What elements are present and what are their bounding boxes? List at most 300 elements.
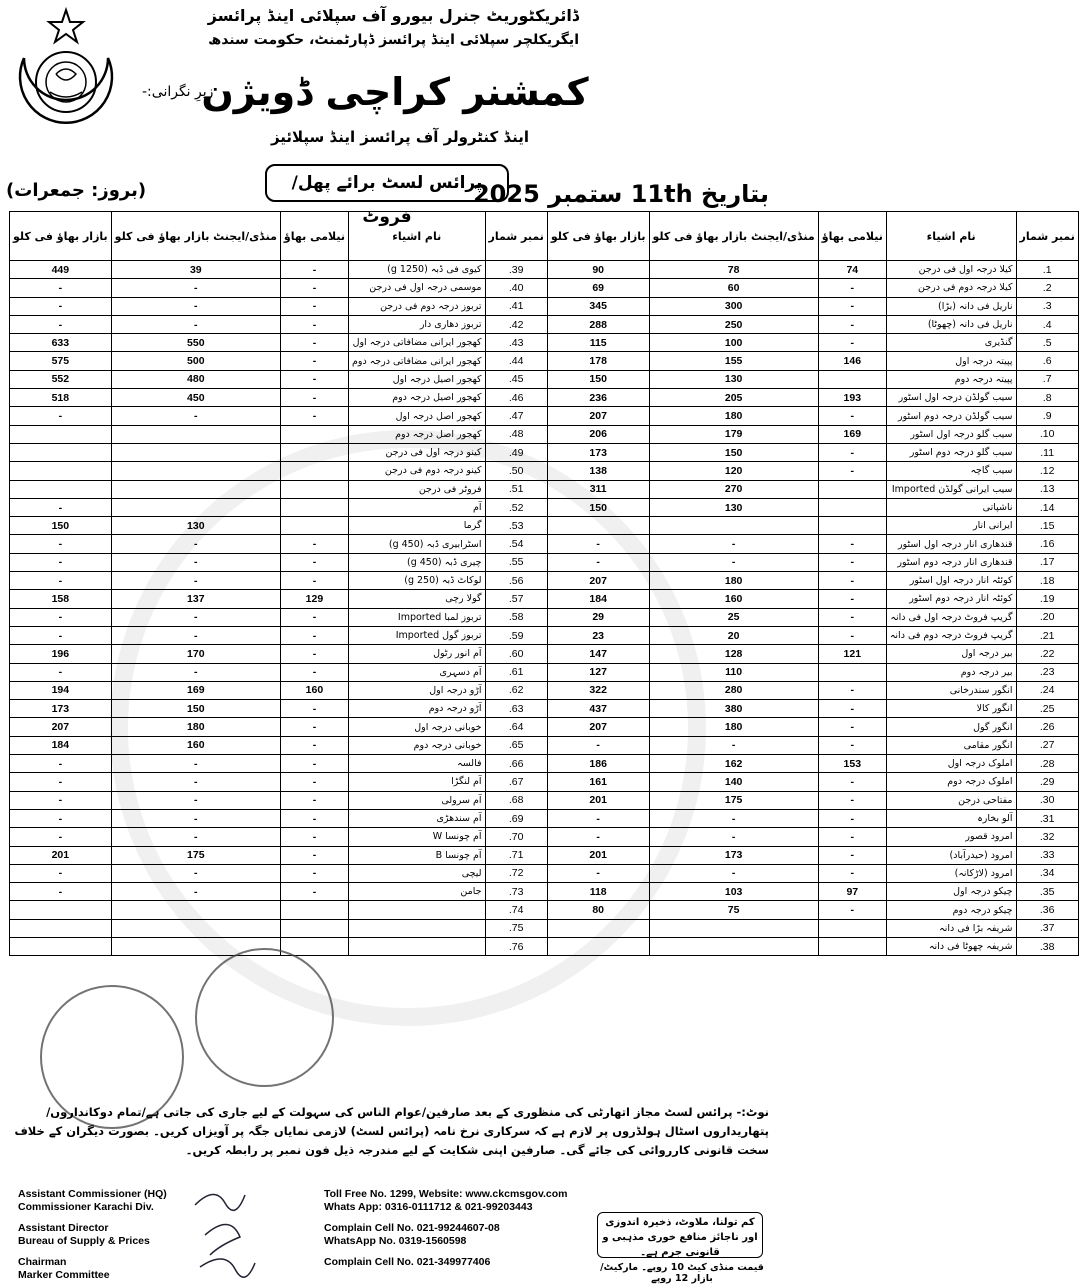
cell-item: امرود (حیدرآباد) [886, 846, 1016, 864]
cell-bazar [547, 517, 649, 535]
cell-bazar [10, 901, 112, 919]
cell-item: کینو درجہ دوم فی درجن [349, 462, 486, 480]
cell-bazar: 206 [547, 425, 649, 443]
cell-sn: 38. [1016, 937, 1078, 955]
cell-mandi: 170 [111, 645, 280, 663]
cell-item: فالسہ [349, 755, 486, 773]
cell-item: سیب گلو درجہ اول اسٹور [886, 425, 1016, 443]
cell-bazar: - [10, 315, 112, 333]
table-row [10, 261, 1079, 279]
cell-sn: 24. [1016, 681, 1078, 699]
cell-bazar [10, 937, 112, 955]
cell-auction [818, 937, 886, 955]
cell-bazar: 201 [547, 846, 649, 864]
cell-auction: - [818, 681, 886, 699]
cell-bazar: 29 [547, 608, 649, 626]
cell-mandi: - [111, 663, 280, 681]
cell-mandi: - [111, 864, 280, 882]
cell-auction: - [818, 626, 886, 644]
cell-bazar [10, 919, 112, 937]
cell-mandi: 179 [649, 425, 818, 443]
ac-title: Assistant Commissioner (HQ) [18, 1188, 167, 1200]
cell-auction: - [280, 315, 348, 333]
cell-sn: 4. [1016, 315, 1078, 333]
cell-bazar: - [547, 828, 649, 846]
cell-mandi [649, 517, 818, 535]
cell-item: انگور گول [886, 718, 1016, 736]
cell-auction: - [818, 846, 886, 864]
cell-sn: 2. [1016, 279, 1078, 297]
cell-bazar: 322 [547, 681, 649, 699]
cell-mandi: 380 [649, 700, 818, 718]
cell-bazar [547, 919, 649, 937]
cell-item: شریفہ بڑا فی دانہ [886, 919, 1016, 937]
cell-bazar [10, 462, 112, 480]
cell-item: پپیتہ درجہ دوم [886, 370, 1016, 388]
cell-mandi: 160 [111, 736, 280, 754]
cell-auction: - [818, 297, 886, 315]
cell-auction [280, 425, 348, 443]
cell-bazar: 150 [547, 370, 649, 388]
cell-sn: 63. [485, 700, 547, 718]
cell-sn: 14. [1016, 498, 1078, 516]
chairman-block [18, 1256, 110, 1282]
cell-sn: 45. [485, 370, 547, 388]
cell-bazar: - [547, 553, 649, 571]
cell-auction [818, 370, 886, 388]
cell-bazar: 207 [547, 718, 649, 736]
cell-auction: - [280, 407, 348, 425]
cell-item: پپیتہ درجہ اول [886, 352, 1016, 370]
cell-mandi: 128 [649, 645, 818, 663]
cell-bazar: - [10, 279, 112, 297]
cell-item: چیکو درجہ اول [886, 883, 1016, 901]
header-sn: نمبر شمار [1016, 212, 1078, 261]
cell-bazar: 127 [547, 663, 649, 681]
cell-mandi: - [111, 809, 280, 827]
cell-bazar: 173 [10, 700, 112, 718]
cell-auction: - [280, 279, 348, 297]
cell-sn: 65. [485, 736, 547, 754]
complain-block [324, 1222, 500, 1248]
cell-bazar: 311 [547, 480, 649, 498]
cell-bazar: 201 [547, 791, 649, 809]
cell-auction [818, 919, 886, 937]
cell-mandi [111, 919, 280, 937]
header-auction-2: نیلامی بھاؤ [280, 212, 348, 261]
cell-bazar: 633 [10, 334, 112, 352]
table-row [10, 773, 1079, 791]
cell-sn: 34. [1016, 864, 1078, 882]
cell-item: آم سندھڑی [349, 809, 486, 827]
cell-sn: 46. [485, 389, 547, 407]
cell-auction: - [818, 700, 886, 718]
cell-auction: 121 [818, 645, 886, 663]
cell-auction: - [280, 370, 348, 388]
header-sn-2: نمبر شمار [485, 212, 547, 261]
cell-sn: 54. [485, 535, 547, 553]
cell-bazar: 69 [547, 279, 649, 297]
cell-auction: - [280, 809, 348, 827]
cell-bazar: - [10, 828, 112, 846]
cell-sn: 49. [485, 443, 547, 461]
cell-item: آم انور رٹول [349, 645, 486, 663]
cell-item: کوئٹہ انار درجہ اول اسٹور [886, 572, 1016, 590]
cell-item: آم چونسا B [349, 846, 486, 864]
cell-auction: 153 [818, 755, 886, 773]
cell-bazar: 345 [547, 297, 649, 315]
header-item: نام اشیاء [886, 212, 1016, 261]
cell-mandi: 300 [649, 297, 818, 315]
chairman-subtitle: Marker Committee [18, 1269, 110, 1281]
cell-item: ناشپاتی [886, 498, 1016, 516]
cell-sn: 16. [1016, 535, 1078, 553]
cell-auction: - [818, 773, 886, 791]
cell-sn: 58. [485, 608, 547, 626]
cell-sn: 43. [485, 334, 547, 352]
cell-auction: - [818, 315, 886, 333]
cell-auction: - [818, 443, 886, 461]
cell-bazar: - [10, 608, 112, 626]
cell-bazar: 288 [547, 315, 649, 333]
cell-sn: 40. [485, 279, 547, 297]
cell-sn: 74. [485, 901, 547, 919]
cell-item: تربوز گول Imported [349, 626, 486, 644]
cell-sn: 48. [485, 425, 547, 443]
cell-auction: 146 [818, 352, 886, 370]
cell-auction: - [280, 626, 348, 644]
cell-auction: - [280, 773, 348, 791]
directorate-general-stamp [195, 948, 334, 1087]
cell-sn: 20. [1016, 608, 1078, 626]
cell-sn: 69. [485, 809, 547, 827]
cell-item: قندھاری انار درجہ دوم اسٹور [886, 553, 1016, 571]
cell-bazar: - [10, 663, 112, 681]
table-row [10, 883, 1079, 901]
complain-2-text: Complain Cell No. 021-349977406 [324, 1256, 491, 1268]
cell-sn: 32. [1016, 828, 1078, 846]
cell-auction: - [280, 846, 348, 864]
cell-auction: - [280, 718, 348, 736]
date-label: بتاریخ 11th ستمبر 2025 [472, 180, 769, 208]
cell-auction: - [280, 553, 348, 571]
cell-mandi: 270 [649, 480, 818, 498]
cell-sn: 51. [485, 480, 547, 498]
table-row [10, 828, 1079, 846]
cell-bazar: - [547, 864, 649, 882]
cell-auction: - [818, 608, 886, 626]
cell-auction: - [280, 791, 348, 809]
cell-mandi: - [111, 279, 280, 297]
table-row [10, 700, 1079, 718]
table-body [10, 261, 1079, 956]
cell-auction [280, 443, 348, 461]
ad-subtitle: Bureau of Supply & Prices [18, 1235, 150, 1247]
header-bazar: بازار بھاؤ فی کلو [547, 212, 649, 261]
price-list-title: پرائس لسٹ برائے پھل/فروٹ [265, 164, 509, 202]
cell-sn: 55. [485, 553, 547, 571]
supervision-label: زیرِ نگرانی:- [142, 84, 214, 100]
cell-sn: 31. [1016, 809, 1078, 827]
cell-auction: - [818, 901, 886, 919]
table-row [10, 553, 1079, 571]
cell-mandi: - [111, 791, 280, 809]
cell-auction: - [280, 261, 348, 279]
cell-item: تربوز لمبا Imported [349, 608, 486, 626]
cell-auction: - [818, 736, 886, 754]
cell-auction [280, 480, 348, 498]
cell-sn: 19. [1016, 590, 1078, 608]
table-row [10, 590, 1079, 608]
cell-bazar: 437 [547, 700, 649, 718]
cell-sn: 12. [1016, 462, 1078, 480]
table-row [10, 626, 1079, 644]
cell-item: جامن [349, 883, 486, 901]
cell-auction: 129 [280, 590, 348, 608]
cell-sn: 10. [1016, 425, 1078, 443]
cell-sn: 75. [485, 919, 547, 937]
cell-auction: - [280, 389, 348, 407]
cell-sn: 76. [485, 937, 547, 955]
cell-item: آم چونسا W [349, 828, 486, 846]
cell-auction: - [280, 535, 348, 553]
cell-sn: 57. [485, 590, 547, 608]
cell-item: آم [349, 498, 486, 516]
cell-item: آم لنگڑا [349, 773, 486, 791]
cell-mandi: 160 [649, 590, 818, 608]
table-row [10, 407, 1079, 425]
notice-text: نوٹ:- پرائس لسٹ مجاز اتھارٹی کی منظوری کے بعد صارفین/عوام الناس کی سہولت کے لیے جاری کی جاتی ہے/تمام دوکانداروں/پتھاریداروں اسٹال ہولڈروں پر لازم ہے کہ سرکاری نرخ نامہ (پرائس لسٹ) لازمی نمایاں جگہ پر آویزاں کریں۔ بصورت دیگران کے خلاف سخت قانونی کارروائی کی جائے گی۔ صارفین اپنی شکایت کے لیے مندرجہ ذیل فون نمبر پر رابطہ کریں۔ [14, 1105, 769, 1157]
cell-mandi: 180 [111, 718, 280, 736]
cell-sn: 39. [485, 261, 547, 279]
cell-sn: 59. [485, 626, 547, 644]
cell-sn: 73. [485, 883, 547, 901]
cell-mandi [111, 498, 280, 516]
cell-bazar: - [547, 535, 649, 553]
cell-item: ایرانی انار [886, 517, 1016, 535]
cell-auction: - [818, 572, 886, 590]
controller-subtitle: اینڈ کنٹرولر آف پرائسز اینڈ سپلائیز [270, 128, 530, 146]
cell-item: آم دسہری [349, 663, 486, 681]
cell-item: کیلا درجہ دوم فی درجن [886, 279, 1016, 297]
cell-mandi [111, 901, 280, 919]
cell-sn: 41. [485, 297, 547, 315]
cell-mandi: 120 [649, 462, 818, 480]
cell-item [349, 919, 486, 937]
cell-item: اسٹرابیری ڈبہ (450 g) [349, 535, 486, 553]
cell-item: سیب گولڈن درجہ دوم اسٹور [886, 407, 1016, 425]
cell-sn: 33. [1016, 846, 1078, 864]
cell-bazar: 158 [10, 590, 112, 608]
cell-mandi [649, 937, 818, 955]
cell-mandi: 100 [649, 334, 818, 352]
table-row [10, 919, 1079, 937]
cell-mandi: 180 [649, 718, 818, 736]
cell-item: کھجور اصل درجہ اول [349, 407, 486, 425]
table-row [10, 279, 1079, 297]
cell-auction: 97 [818, 883, 886, 901]
cell-sn: 50. [485, 462, 547, 480]
cell-mandi: - [111, 773, 280, 791]
cell-item: موسمی درجہ اول فی درجن [349, 279, 486, 297]
cell-item: کیلا درجہ اول فی درجن [886, 261, 1016, 279]
cell-sn: 35. [1016, 883, 1078, 901]
cell-item: امرود (لاڑکانہ) [886, 864, 1016, 882]
assistant-commissioner-block [18, 1188, 167, 1214]
cell-mandi: 450 [111, 389, 280, 407]
signature-marks [185, 1185, 265, 1275]
cell-bazar: - [547, 809, 649, 827]
cell-auction: - [818, 334, 886, 352]
table-row [10, 645, 1079, 663]
cell-auction [280, 901, 348, 919]
cell-bazar: 196 [10, 645, 112, 663]
cell-mandi: 155 [649, 352, 818, 370]
cell-sn: 27. [1016, 736, 1078, 754]
cell-auction: - [280, 736, 348, 754]
cell-bazar [10, 480, 112, 498]
table-row [10, 681, 1079, 699]
cell-sn: 23. [1016, 663, 1078, 681]
cell-auction [280, 498, 348, 516]
cell-auction: - [280, 663, 348, 681]
header-line-1: ڈائریکٹوریٹ جنرل بیورو آف سپلائی اینڈ پرائسز [207, 6, 579, 25]
cell-auction: 169 [818, 425, 886, 443]
cell-item: گریپ فروٹ درجہ دوم فی دانہ [886, 626, 1016, 644]
cell-sn: 5. [1016, 334, 1078, 352]
cell-sn: 18. [1016, 572, 1078, 590]
table-row [10, 370, 1079, 388]
cell-item: کھجور اصیل درجہ اول [349, 370, 486, 388]
cell-bazar [547, 937, 649, 955]
cell-mandi: - [649, 828, 818, 846]
cell-item: بیر درجہ دوم [886, 663, 1016, 681]
assistant-director-block [18, 1222, 150, 1248]
cell-bazar: - [10, 755, 112, 773]
cell-bazar: 147 [547, 645, 649, 663]
cell-mandi: - [649, 736, 818, 754]
cell-mandi: 500 [111, 352, 280, 370]
table-row [10, 864, 1079, 882]
cell-mandi: 75 [649, 901, 818, 919]
cell-item: تربوز درجہ دوم فی درجن [349, 297, 486, 315]
cell-bazar: 575 [10, 352, 112, 370]
cell-mandi: - [649, 553, 818, 571]
cell-auction: - [818, 828, 886, 846]
cell-mandi: - [111, 608, 280, 626]
table-row [10, 937, 1079, 955]
cell-auction: - [280, 334, 348, 352]
cell-auction: - [280, 828, 348, 846]
cell-auction [818, 517, 886, 535]
cell-auction [818, 663, 886, 681]
cell-auction: - [818, 718, 886, 736]
cell-item: چیری ڈبہ (450 g) [349, 553, 486, 571]
cell-bazar: 115 [547, 334, 649, 352]
cell-sn: 15. [1016, 517, 1078, 535]
cell-mandi: - [111, 297, 280, 315]
header-line-2: ایگریکلچر سپلائی اینڈ پرائسز ڈپارٹمنٹ، حکومت سندھ [208, 32, 579, 48]
division-title: کمشنر کراچی ڈویژن [201, 70, 589, 114]
cell-mandi: 137 [111, 590, 280, 608]
cell-bazar: 178 [547, 352, 649, 370]
cell-mandi: 60 [649, 279, 818, 297]
header-mandi: منڈی/ایجنٹ بازار بھاؤ فی کلو [649, 212, 818, 261]
cell-sn: 42. [485, 315, 547, 333]
cell-item: قندھاری انار درجہ اول اسٹور [886, 535, 1016, 553]
cell-sn: 62. [485, 681, 547, 699]
cell-item: لوکاٹ ڈبہ (250 g) [349, 572, 486, 590]
cell-item: تربوز دھاری دار [349, 315, 486, 333]
cell-auction [280, 517, 348, 535]
cell-sn: 53. [485, 517, 547, 535]
cell-mandi [649, 919, 818, 937]
warning-box: کم تولنا، ملاوٹ، ذخیرہ اندوزی اور ناجائز منافع خوری مذہبی و قانونی جرم ہے۔ [597, 1212, 763, 1258]
cell-auction: 193 [818, 389, 886, 407]
cell-item: آم سرولی [349, 791, 486, 809]
cell-mandi: - [111, 315, 280, 333]
cell-sn: 68. [485, 791, 547, 809]
table-row [10, 572, 1079, 590]
cell-sn: 1. [1016, 261, 1078, 279]
cell-bazar: 184 [547, 590, 649, 608]
cell-sn: 26. [1016, 718, 1078, 736]
chairman-title: Chairman [18, 1256, 67, 1268]
cell-mandi: 173 [649, 846, 818, 864]
price-note: قیمت منڈی کیٹ 10 روپے۔ مارکیٹ/بازار 12 روپے [600, 1262, 764, 1284]
cell-sn: 9. [1016, 407, 1078, 425]
price-table [9, 211, 1079, 956]
cell-sn: 29. [1016, 773, 1078, 791]
cell-sn: 6. [1016, 352, 1078, 370]
cell-mandi: 20 [649, 626, 818, 644]
cell-item: املوک درجہ دوم [886, 773, 1016, 791]
cell-bazar: - [10, 864, 112, 882]
cell-item: خوبانی درجہ اول [349, 718, 486, 736]
cell-bazar [10, 425, 112, 443]
cell-bazar: 150 [547, 498, 649, 516]
table-row [10, 517, 1079, 535]
cell-item: ناریل فی دانہ (بڑا) [886, 297, 1016, 315]
cell-auction: - [818, 864, 886, 882]
cell-item: کوئٹہ انار درجہ دوم اسٹور [886, 590, 1016, 608]
cell-item: کینو درجہ اول فی درجن [349, 443, 486, 461]
table-row [10, 718, 1079, 736]
table-row [10, 755, 1079, 773]
cell-mandi: 103 [649, 883, 818, 901]
table-row [10, 736, 1079, 754]
cell-mandi: 280 [649, 681, 818, 699]
cell-sn: 17. [1016, 553, 1078, 571]
whatsapp-1-text: Whats App: 0316-0111712 & 021-99203443 [324, 1201, 533, 1213]
cell-auction: - [280, 700, 348, 718]
cell-bazar: 207 [547, 572, 649, 590]
cell-auction [280, 919, 348, 937]
table-row [10, 425, 1079, 443]
cell-auction: - [280, 864, 348, 882]
table-row [10, 297, 1079, 315]
cell-mandi: - [111, 535, 280, 553]
cell-mandi: - [649, 809, 818, 827]
cell-item: بیر درجہ اول [886, 645, 1016, 663]
cell-auction: 160 [280, 681, 348, 699]
cell-item: امرود قصور [886, 828, 1016, 846]
cell-mandi: 78 [649, 261, 818, 279]
cell-mandi [111, 480, 280, 498]
header-item-2: نام اشیاء [349, 212, 486, 261]
cell-mandi: 39 [111, 261, 280, 279]
cell-sn: 44. [485, 352, 547, 370]
